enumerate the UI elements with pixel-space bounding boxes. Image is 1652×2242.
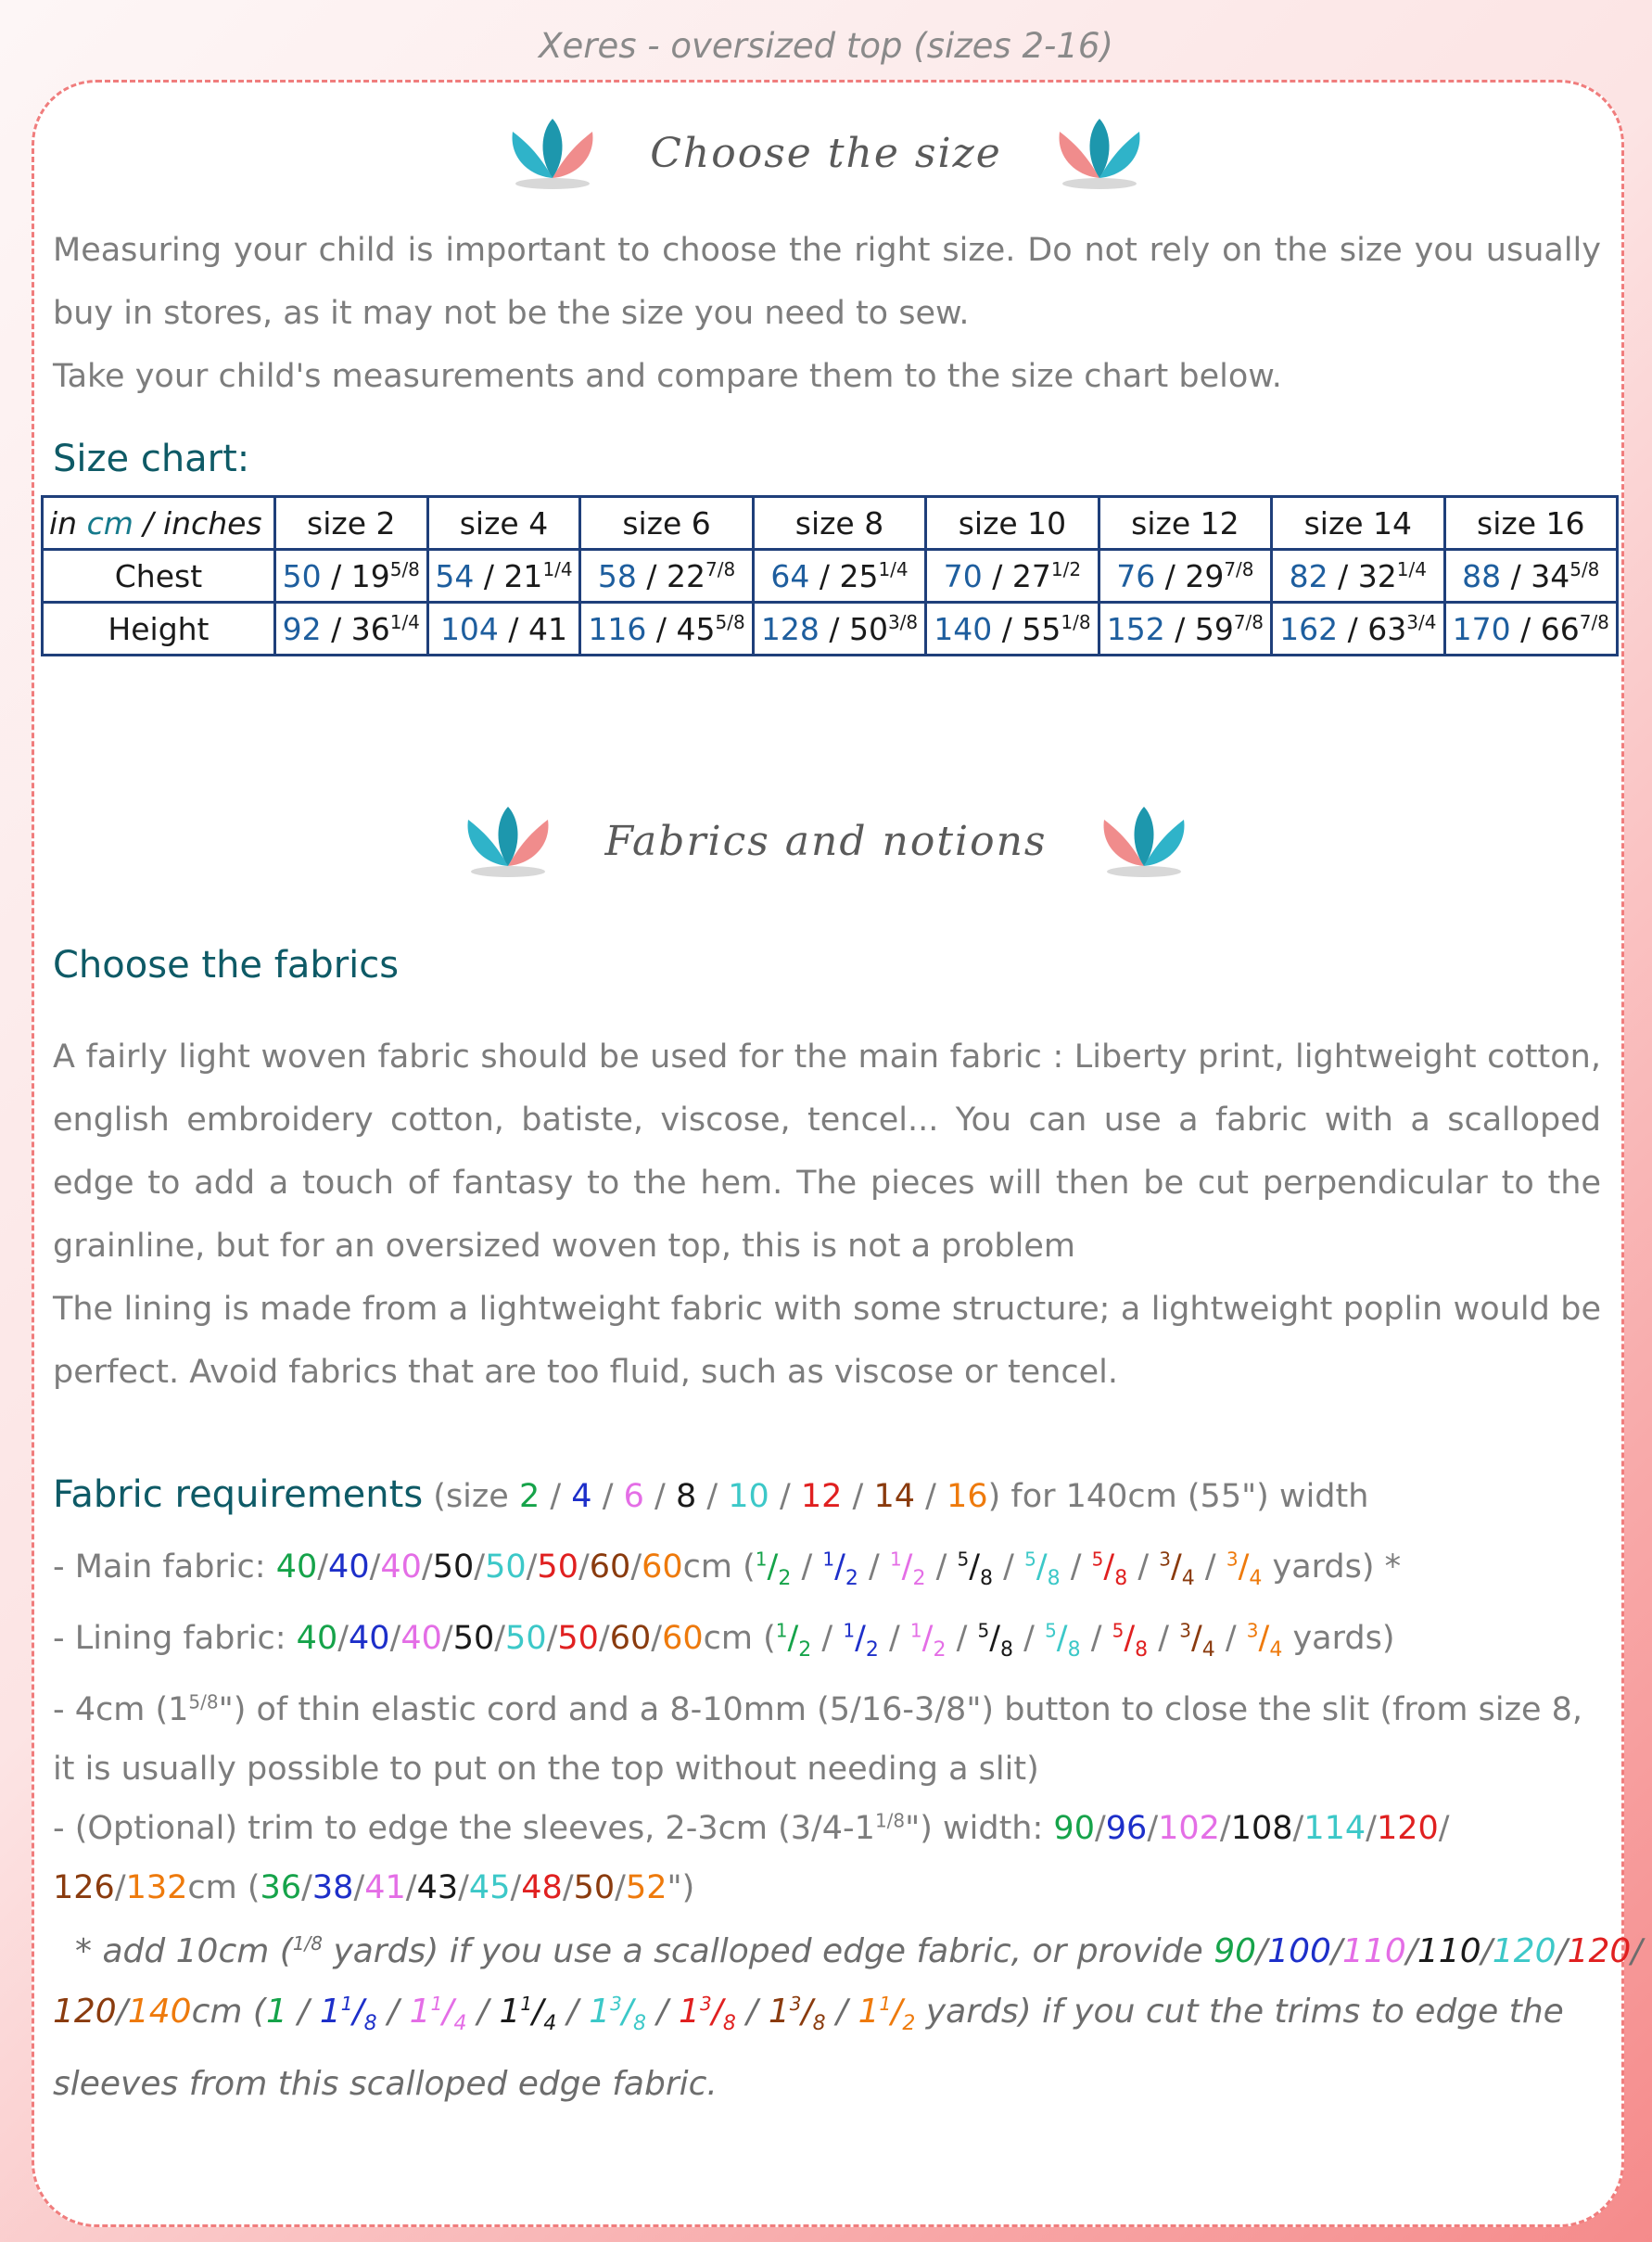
separator: / [769, 1478, 801, 1515]
separator: / [510, 1869, 522, 1906]
separator: / [494, 1620, 506, 1657]
size-value: 6 [623, 1478, 644, 1515]
ornament-left-icon [492, 111, 613, 195]
separator: / [526, 1548, 538, 1586]
note-yard-value: $1^1/_2$ [858, 1993, 916, 2036]
note-cm-value: 90 [1214, 1932, 1257, 1970]
separator: / [915, 1478, 947, 1515]
table-cell [580, 603, 753, 656]
table-cell [926, 550, 1099, 603]
separator [1262, 1548, 1272, 1586]
table-cell [753, 550, 925, 603]
choose-fabrics-heading: Choose the fabrics [53, 944, 400, 987]
fabrics-paragraph-2: The lining is made from a lightweight fabric with some structure; a lightweight poplin would be perfect. Avoid fabrics that are too fluid, such as viscose or tencel. [53, 1291, 1601, 1391]
size-value: 50 [452, 1620, 495, 1657]
separator [915, 1993, 925, 2031]
size-value: 16 [947, 1478, 988, 1515]
cell-inches: / 34 [1501, 557, 1570, 594]
size-value: 40 [380, 1548, 422, 1586]
requirements-size-list [519, 1478, 988, 1515]
column-header: size 6 [580, 497, 753, 550]
yard-fraction: $^3/_4$ [1159, 1548, 1195, 1590]
trim-cm-value: 90 [1053, 1810, 1095, 1847]
note-cm-value: 100 [1267, 1932, 1331, 1970]
yard-fraction: $^1/_2$ [889, 1548, 926, 1590]
separator: / [1060, 1548, 1092, 1586]
table-row-chest [43, 550, 1618, 603]
size-value: 10 [728, 1478, 769, 1515]
separator: / [842, 1478, 874, 1515]
trim-cm-value: 102 [1158, 1810, 1220, 1847]
requirements-size-prefix: (size [423, 1478, 519, 1515]
table-row-height [43, 603, 1618, 656]
yard-fraction: $^5/_8$ [1024, 1548, 1061, 1590]
separator: / [791, 1548, 823, 1586]
separator: / [353, 1869, 365, 1906]
row-label: Height [43, 603, 275, 656]
column-header: size 16 [1444, 497, 1617, 550]
ornament-right-icon [1084, 799, 1204, 883]
note-cm-value: 120 [53, 1993, 117, 2031]
note-yard-value: $1^1/_4$ [409, 1993, 467, 2036]
separator: / [598, 1620, 610, 1657]
separator: / [578, 1548, 590, 1586]
cell-inches: / 63 [1338, 610, 1407, 647]
separator: / [286, 1993, 320, 2031]
yard-fraction: $^5/_8$ [1091, 1548, 1128, 1590]
separator: / [116, 1993, 128, 2031]
separator: / [1148, 1620, 1180, 1657]
cell-fraction: 7/8 [1233, 610, 1264, 633]
section-title-size: Choose the size [650, 129, 1002, 177]
table-cell [1444, 550, 1617, 603]
separator: / [1214, 1620, 1247, 1657]
document-title: Xeres - oversized top (sizes 2-16) [539, 26, 1113, 66]
cell-inches: / 41 [498, 610, 568, 647]
size-value: 50 [557, 1620, 599, 1657]
section-title-fabrics: Fabrics and notions [604, 817, 1048, 865]
size-value: 40 [349, 1620, 390, 1657]
size-value: 4 [571, 1478, 592, 1515]
trim-cm-value: 108 [1230, 1810, 1293, 1847]
note-cm-value: 110 [1417, 1932, 1481, 1970]
requirements-size-suffix: ) for 140cm (55") width [987, 1478, 1369, 1515]
separator: / [1094, 1810, 1106, 1847]
cell-cm: 92 [282, 610, 322, 647]
separator: / [1292, 1810, 1304, 1847]
yard-fraction: $^1/_2$ [755, 1548, 792, 1590]
cell-cm: 140 [934, 610, 993, 647]
separator: / [1405, 1932, 1417, 1970]
size-value: 50 [505, 1620, 547, 1657]
separator [1282, 1620, 1292, 1657]
cell-fraction: 7/8 [1224, 557, 1254, 580]
separator: / [630, 1548, 642, 1586]
size-value: 43 [416, 1869, 459, 1906]
trim-cm-value: 120 [1376, 1810, 1439, 1847]
separator: / [337, 1620, 349, 1657]
table-cell [753, 603, 925, 656]
size-value: 40 [328, 1548, 370, 1586]
separator: / [540, 1478, 572, 1515]
cell-inches: / 59 [1164, 610, 1234, 647]
cell-inches: / 19 [321, 557, 390, 594]
separator: / [925, 1548, 958, 1586]
size-value: 36 [260, 1869, 302, 1906]
separator: / [405, 1869, 417, 1906]
cell-fraction: 1/8 [1061, 610, 1091, 633]
size-value: 40 [275, 1548, 318, 1586]
separator: / [1080, 1620, 1112, 1657]
cell-inches: / 29 [1155, 557, 1225, 594]
cell-inches: / 36 [321, 610, 390, 647]
note-yard-value: 1 [265, 1993, 287, 2031]
yard-fraction: $^3/_4$ [1226, 1548, 1263, 1590]
table-cell [1099, 603, 1271, 656]
cell-cm: 82 [1289, 557, 1328, 594]
cell-fraction: 1/4 [878, 557, 909, 580]
size-value: 50 [485, 1548, 527, 1586]
trim-cm-value: 114 [1303, 1810, 1366, 1847]
cell-inches: / 50 [819, 610, 888, 647]
requirements-title-line [53, 1465, 1601, 1526]
section-choose-size [0, 111, 1652, 195]
separator: / [466, 1993, 500, 2031]
yard-fraction: $^5/_8$ [1045, 1619, 1081, 1662]
note-yard-value: $1^3/_8$ [768, 1993, 826, 2036]
cell-fraction: 1/2 [1050, 557, 1082, 580]
note-cm-value: 120 [1567, 1932, 1632, 1970]
separator: / [546, 1620, 558, 1657]
cell-cm: 152 [1106, 610, 1165, 647]
size-value: 40 [400, 1620, 442, 1657]
cell-cm: 64 [770, 557, 810, 594]
yard-fraction: $^5/_8$ [1112, 1619, 1149, 1662]
separator: / [1013, 1620, 1046, 1657]
size-value: 2 [518, 1478, 540, 1515]
intro-text [53, 219, 1601, 408]
section-fabrics-notions [0, 799, 1652, 883]
size-value: 12 [800, 1478, 843, 1515]
size-value: 41 [364, 1869, 406, 1906]
size-chart-heading: Size chart: [53, 438, 250, 480]
column-header: size 12 [1099, 497, 1271, 550]
table-cell [1444, 603, 1617, 656]
cell-inches: / 22 [636, 557, 706, 594]
size-value: 60 [642, 1548, 683, 1586]
separator: / [1480, 1932, 1493, 1970]
cell-inches: / 55 [992, 610, 1061, 647]
cell-cm: 104 [439, 610, 499, 647]
table-corner-label: in cm / inches [43, 497, 275, 550]
separator: / [114, 1869, 126, 1906]
cell-inches: / 32 [1328, 557, 1397, 594]
trim-cm-value: 126 [53, 1869, 115, 1906]
separator: / [591, 1478, 624, 1515]
size-value: 38 [311, 1869, 354, 1906]
column-header: size 4 [427, 497, 580, 550]
separator: / [735, 1993, 769, 2031]
separator: / [389, 1620, 401, 1657]
table-cell [926, 603, 1099, 656]
cell-fraction: 5/8 [1569, 557, 1600, 580]
trim-line: - (Optional) trim to edge the sleeves, 2-3cm $(3/4-1^{1/8}")$ width: 90/96/102/108/114/120/ [53, 1809, 1450, 1847]
cell-fraction: 7/8 [1579, 610, 1609, 633]
scalloped-note: * add 10cm ($^{1/8}$ yards) if you use a scalloped edge fabric, or provide 90/100/110/110/120/120/ 120/140cm ($1 / 1^1/_8 / 1^1/_4 / 1^1/_4 / 1^3/_8 / 1^3/_8 / 1^3/_8 / 1^1/_2$ yards) if you cut the trims to edge the sleeves from this scalloped edge fabric. [53, 1932, 1643, 2104]
size-value: 8 [675, 1478, 697, 1515]
cell-inches: / 27 [982, 557, 1051, 594]
size-value: 40 [296, 1620, 338, 1657]
table-cell [1099, 550, 1271, 603]
column-header: size 8 [753, 497, 925, 550]
separator: / [317, 1548, 329, 1586]
row-label: Chest [43, 550, 275, 603]
yard-fraction: $^5/_8$ [977, 1619, 1014, 1662]
separator: / [858, 1548, 890, 1586]
size-value: 60 [662, 1620, 704, 1657]
cell-inches: / 66 [1510, 610, 1580, 647]
separator: / [878, 1620, 910, 1657]
cell-cm: 76 [1116, 557, 1156, 594]
trim-cm-value: 96 [1105, 1810, 1148, 1847]
separator: / [615, 1869, 626, 1906]
cell-cm: 50 [282, 557, 322, 594]
cell-cm: 54 [435, 557, 475, 594]
intro-paragraph-2: Take your child's measurements and compare them to the size chart below. [53, 358, 1282, 395]
elastic-line: - 4cm $(1^{5/8}")$ of thin elastic cord and a 8-10mm (5/16-3/8") button to close the slit (from size 8, [53, 1690, 1583, 1728]
fabrics-paragraph-1: A fairly light woven fabric should be used for the main fabric : Liberty print, lightweight cotton, english embroidery cotton, batiste, viscose, tencel... You can use a fabric with a scalloped edge to add a touch of fantasy to the hem. The pieces will then be cut perpendicular to the grainline, but for an oversized woven top, this is not a problem [53, 1038, 1601, 1265]
trim-cm-value: 132 [125, 1869, 188, 1906]
yard-fraction: $^1/_2$ [775, 1619, 812, 1662]
cell-fraction: 3/4 [1406, 610, 1437, 633]
size-value: 60 [589, 1548, 631, 1586]
note-cm-value: 140 [127, 1993, 192, 2031]
separator: / [825, 1993, 858, 2031]
cell-cm: 58 [597, 557, 637, 594]
size-value: 52 [625, 1869, 667, 1906]
note-yard-value: $1^3/_8$ [589, 1993, 647, 2036]
separator: / [643, 1478, 676, 1515]
separator: / [1147, 1810, 1159, 1847]
column-header: size 10 [926, 497, 1099, 550]
separator: / [811, 1620, 844, 1657]
separator: / [646, 1993, 680, 2031]
size-value: 50 [537, 1548, 578, 1586]
yard-fraction: $^5/_8$ [957, 1548, 994, 1590]
yard-fraction: $^3/_4$ [1246, 1619, 1283, 1662]
cell-fraction: 5/8 [389, 557, 420, 580]
size-value: 50 [573, 1869, 616, 1906]
yard-fraction: $^1/_2$ [822, 1548, 858, 1590]
cell-cm: 70 [943, 557, 983, 594]
table-header-row [43, 497, 1618, 550]
cell-fraction: 1/4 [389, 610, 420, 633]
cell-inches: / 45 [646, 610, 716, 647]
separator: / [458, 1869, 469, 1906]
separator: / [993, 1548, 1025, 1586]
yard-fraction: $^1/_2$ [909, 1619, 947, 1662]
table-cell [274, 603, 427, 656]
separator: / [562, 1869, 574, 1906]
column-header: size 14 [1272, 497, 1444, 550]
note-cm-value: 120 [1492, 1932, 1557, 1970]
cell-fraction: 5/8 [715, 610, 745, 633]
note-yard-value: $1^1/_8$ [319, 1993, 377, 2036]
ornament-left-icon [448, 799, 568, 883]
trim-line-2: 126/132cm (36/38/41/43/45/48/50/52") [53, 1869, 695, 1906]
cell-cm: 88 [1462, 557, 1502, 594]
table-cell [427, 603, 580, 656]
separator: / [556, 1993, 590, 2031]
separator: / [946, 1620, 978, 1657]
ornament-right-icon [1039, 111, 1160, 195]
column-header: size 2 [274, 497, 427, 550]
separator: / [441, 1620, 453, 1657]
cell-fraction: 1/4 [1396, 557, 1427, 580]
cell-fraction: 1/4 [542, 557, 573, 580]
intro-paragraph-1: Measuring your child is important to choose the right size. Do not rely on the size you usually buy in stores, as it may not be the size you need to sew. [53, 232, 1601, 332]
separator: / [301, 1869, 312, 1906]
separator: / [369, 1548, 381, 1586]
separator: / [1556, 1932, 1568, 1970]
separator: / [696, 1478, 729, 1515]
table-cell [580, 550, 753, 603]
note-yard-value: $1^1/_4$ [499, 1993, 557, 2036]
cell-cm: 128 [760, 610, 820, 647]
elastic-line-2: it is usually possible to put on the top without needing a slit) [53, 1751, 1039, 1788]
table-cell [1272, 550, 1444, 603]
separator: / [421, 1548, 433, 1586]
separator: / [1219, 1810, 1231, 1847]
separator: / [1194, 1548, 1226, 1586]
table-cell [274, 550, 427, 603]
size-value: 50 [432, 1548, 475, 1586]
main-fabric-line: - Main fabric: 40/40/40/50/50/50/60/60cm ($^1/_2 / ^1/_2 / ^1/_2 / ^5/_8 / ^5/_8 / ^5/_8 / ^3/_4 / ^3/_4$ yards) * [53, 1548, 1402, 1590]
cell-inches: / 21 [474, 557, 543, 594]
separator: / [376, 1993, 410, 2031]
cell-cm: 162 [1279, 610, 1339, 647]
cell-fraction: 7/8 [705, 557, 736, 580]
separator: / [474, 1548, 486, 1586]
cell-cm: 170 [1452, 610, 1511, 647]
requirements-heading: Fabric requirements [53, 1473, 424, 1516]
separator: / [1256, 1932, 1268, 1970]
separator: / [651, 1620, 663, 1657]
separator: / [1330, 1932, 1343, 1970]
separator: / [1127, 1548, 1160, 1586]
yard-fraction: $^1/_2$ [843, 1619, 879, 1662]
cell-fraction: 3/8 [887, 610, 919, 633]
table-cell [1272, 603, 1444, 656]
size-value: 48 [521, 1869, 563, 1906]
separator: / [1438, 1810, 1450, 1847]
cell-cm: 116 [588, 610, 647, 647]
size-value: 45 [468, 1869, 511, 1906]
separator: / [1631, 1932, 1643, 1970]
table-cell [427, 550, 580, 603]
fabrics-text [53, 1025, 1601, 1404]
size-value: 60 [609, 1620, 652, 1657]
fabric-requirements [53, 1465, 1601, 1917]
note-cm-value: 110 [1342, 1932, 1406, 1970]
lining-fabric-line: - Lining fabric: 40/40/40/50/50/50/60/60cm ($^1/_2 / ^1/_2 / ^1/_2 / ^5/_8 / ^5/_8 / ^5/_8 / ^3/_4 / ^3/_4$ yards) [53, 1619, 1395, 1662]
yard-fraction: $^3/_4$ [1179, 1619, 1215, 1662]
size-chart-table [41, 495, 1619, 656]
cell-inches: / 25 [809, 557, 879, 594]
size-value: 14 [873, 1478, 915, 1515]
note-yard-value: $1^3/_8$ [679, 1993, 736, 2036]
separator: / [1366, 1810, 1377, 1847]
